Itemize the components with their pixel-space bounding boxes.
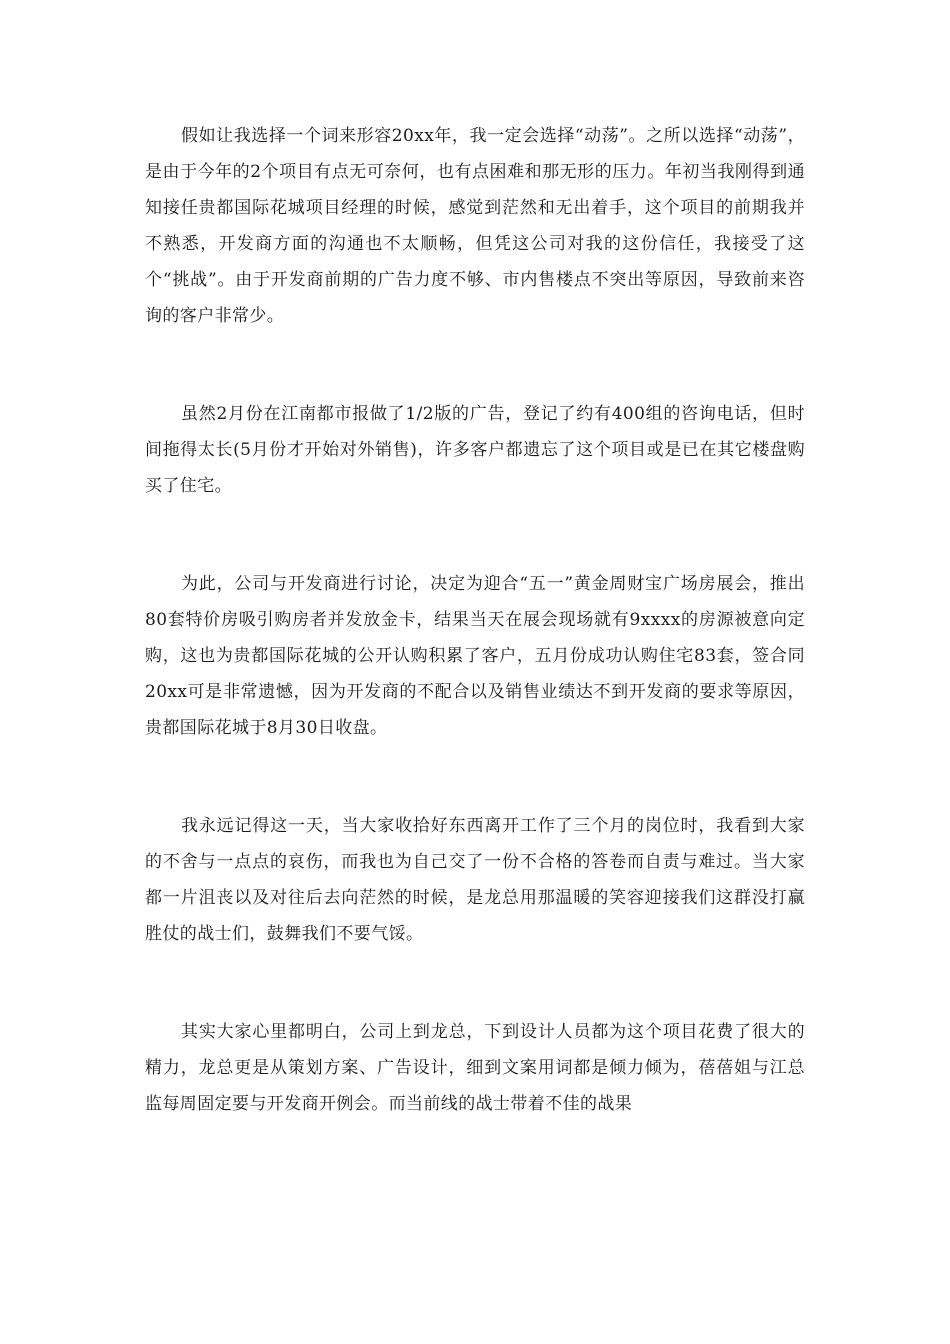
paragraph-3: 为此，公司与开发商进行讨论，决定为迎合“五一”黄金周财宝广场房展会，推出80套特价房吸引购房者并发放金卡，结果当天在展会现场就有9xxxx的房源被意向定购，这也为贵都国际花城的公开认购积累了客户，五月份成功认购住宅83套，签合同20xx可是非常遗憾，因为开发商的不配合以及销售业绩达不到开发商的要求等原因，贵都国际花城于8月30日收盘。	[145, 574, 805, 738]
document-body	[145, 118, 805, 1122]
paragraph-5: 其实大家心里都明白，公司上到龙总，下到设计人员都为这个项目花费了很大的精力，龙总更是从策划方案、广告设计，细到文案用词都是倾力倾为，蓓蓓姐与江总监每周固定要与开发商开例会。而当前线的战士带着不佳的战果	[145, 1022, 805, 1114]
paragraph-2: 虽然2月份在江南都市报做了1/2版的广告，登记了约有400组的咨询电话，但时间拖得太长(5月份才开始对外销售)，许多客户都遗忘了这个项目或是已在其它楼盘购买了住宅。	[145, 404, 805, 496]
paragraph-4: 我永远记得这一天，当大家收拾好东西离开工作了三个月的岗位时，我看到大家的不舍与一点点的哀伤，而我也为自己交了一份不合格的答卷而自责与难过。当大家都一片沮丧以及对往后去向茫然的时候，是龙总用那温暖的笑容迎接我们这群没打赢胜仗的战士们，鼓舞我们不要气馁。	[145, 816, 805, 944]
paragraph-1: 假如让我选择一个词来形容20xx年，我一定会选择“动荡”。之所以选择“动荡”，是由于今年的2个项目有点无可奈何，也有点困难和那无形的压力。年初当我刚得到通知接任贵都国际花城项目经理的时候，感觉到茫然和无出着手，这个项目的前期我并不熟悉，开发商方面的沟通也不太顺畅，但凭这公司对我的这份信任，我接受了这个“挑战”。由于开发商前期的广告力度不够、市内售楼点不突出等原因，导致前来咨询的客户非常少。	[145, 126, 805, 326]
